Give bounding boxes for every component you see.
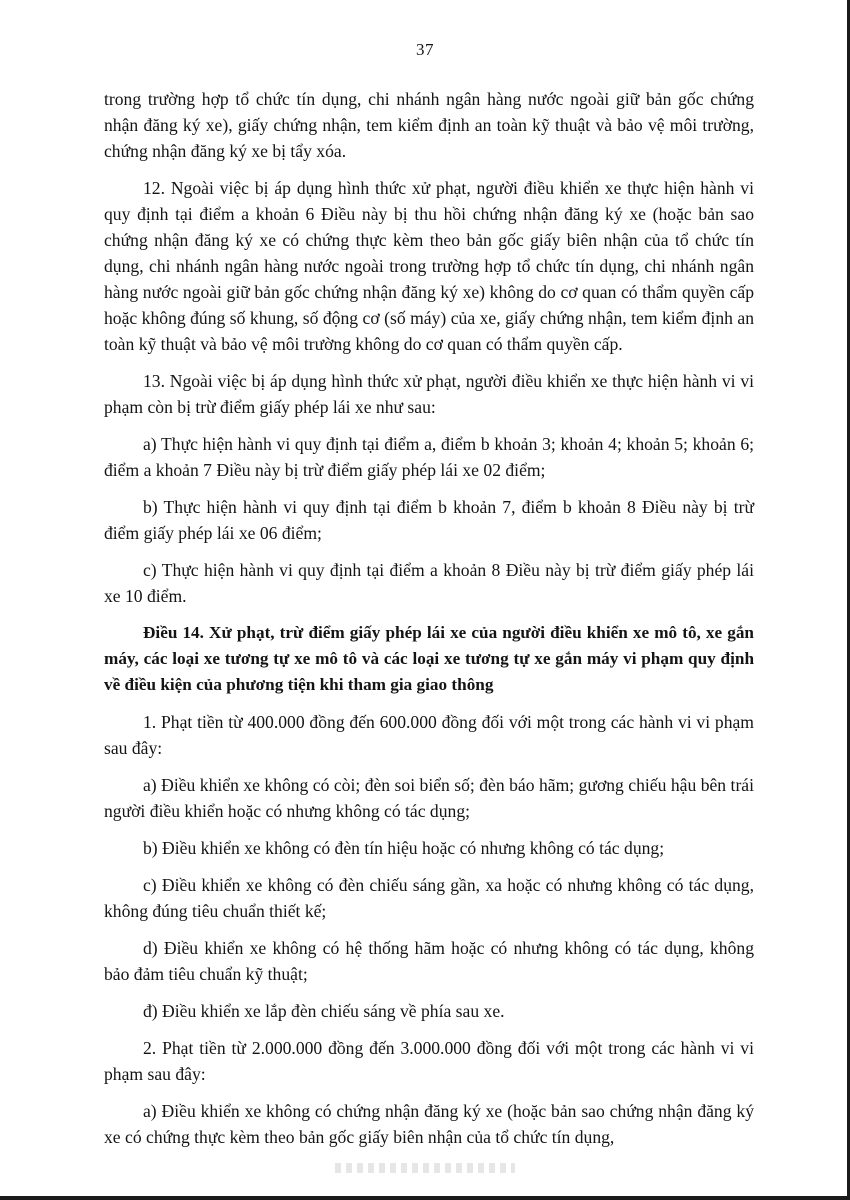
paragraph-clause-1: 1. Phạt tiền từ 400.000 đồng đến 600.000 đồng đối với một trong các hành vi vi phạm sau đây: xyxy=(104,712,754,758)
paragraph-clause-13c: c) Thực hiện hành vi quy định tại điểm a khoản 8 Điều này bị trừ điểm giấy phép lái xe 10 điểm. xyxy=(104,560,754,606)
paragraph-continuation: trong trường hợp tổ chức tín dụng, chi nhánh ngân hàng nước ngoài giữ bản gốc chứng nhận đăng ký xe), giấy chứng nhận, tem kiểm định an toàn kỹ thuật và bảo vệ môi trường, chứng nhận đăng ký xe bị tẩy xóa. xyxy=(104,89,754,161)
paragraph-clause-1d: d) Điều khiển xe không có hệ thống hãm hoặc có nhưng không có tác dụng, không bảo đảm tiêu chuẩn kỹ thuật; xyxy=(104,938,754,984)
paragraph-clause-13a: a) Thực hiện hành vi quy định tại điểm a, điểm b khoản 3; khoản 4; khoản 5; khoản 6; điểm a khoản 7 Điều này bị trừ điểm giấy phép lái xe 02 điểm; xyxy=(104,434,754,480)
scan-smudge xyxy=(335,1163,515,1173)
article-14-heading: Điều 14. Xử phạt, trừ điểm giấy phép lái xe của người điều khiển xe mô tô, xe gắn máy, các loại xe tương tự xe mô tô và các loại xe tương tự xe gắn máy vi phạm quy định về điều kiện của phương tiện khi tham gia giao thông xyxy=(104,623,754,694)
paragraph-clause-2: 2. Phạt tiền từ 2.000.000 đồng đến 3.000.000 đồng đối với một trong các hành vi vi phạm sau đây: xyxy=(104,1038,754,1084)
document-body xyxy=(104,86,754,1161)
paragraph-clause-13b: b) Thực hiện hành vi quy định tại điểm b khoản 7, điểm b khoản 8 Điều này bị trừ điểm giấy phép lái xe 06 điểm; xyxy=(104,497,754,543)
paragraph-clause-12: 12. Ngoài việc bị áp dụng hình thức xử phạt, người điều khiển xe thực hiện hành vi quy định tại điểm a khoản 6 Điều này bị thu hồi chứng nhận đăng ký xe (hoặc bản sao chứng nhận đăng ký xe có chứng thực kèm theo bản gốc giấy biên nhận của tổ chức tín dụng, chi nhánh ngân hàng nước ngoài trong trường hợp tổ chức tín dụng, chi nhánh ngân hàng nước ngoài giữ bản gốc chứng nhận đăng ký xe) không do cơ quan có thẩm quyền cấp hoặc không đúng số khung, số động cơ (số máy) của xe, giấy chứng nhận, tem kiểm định an toàn kỹ thuật và bảo vệ môi trường không do cơ quan có thẩm quyền cấp. xyxy=(104,178,754,354)
paragraph-clause-1dd: đ) Điều khiển xe lắp đèn chiếu sáng về phía sau xe. xyxy=(143,1001,505,1021)
paragraph-clause-1a: a) Điều khiển xe không có còi; đèn soi biển số; đèn báo hãm; gương chiếu hậu bên trái người điều khiển hoặc có nhưng không có tác dụng; xyxy=(104,775,754,821)
page-number: 37 xyxy=(416,40,434,59)
scan-edge-bottom xyxy=(0,1196,850,1200)
paragraph-clause-13: 13. Ngoài việc bị áp dụng hình thức xử phạt, người điều khiển xe thực hiện hành vi vi phạm còn bị trừ điểm giấy phép lái xe như sau: xyxy=(104,371,754,417)
paragraph-clause-1b: b) Điều khiển xe không có đèn tín hiệu hoặc có nhưng không có tác dụng; xyxy=(143,838,665,858)
paragraph-clause-1c: c) Điều khiển xe không có đèn chiếu sáng gần, xa hoặc có nhưng không có tác dụng, không đúng tiêu chuẩn thiết kế; xyxy=(104,875,754,921)
paragraph-clause-2a: a) Điều khiển xe không có chứng nhận đăng ký xe (hoặc bản sao chứng nhận đăng ký xe có chứng thực kèm theo bản gốc giấy biên nhận của tổ chức tín dụng, xyxy=(104,1101,754,1147)
